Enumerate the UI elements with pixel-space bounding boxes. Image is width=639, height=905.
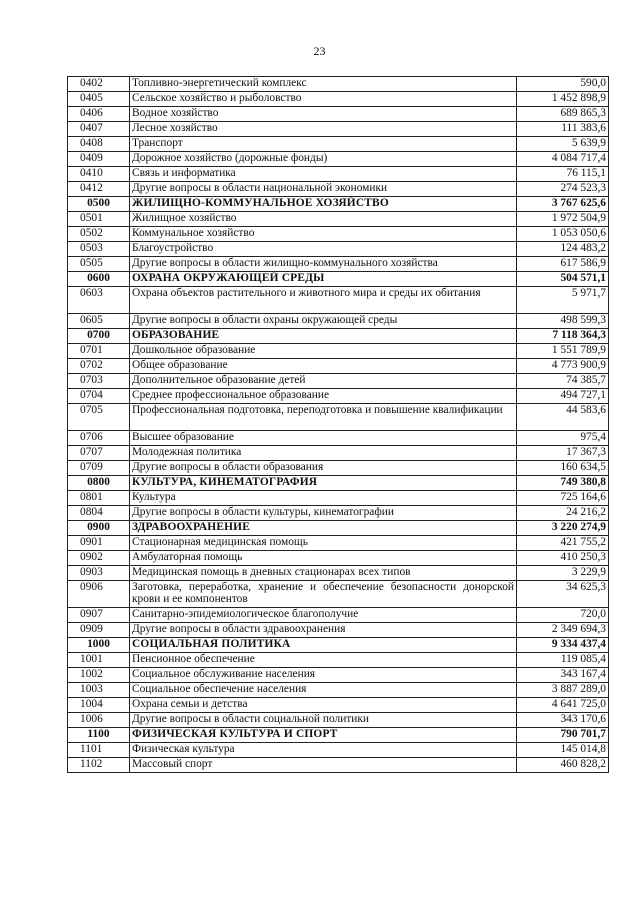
row-name: ОХРАНА ОКРУЖАЮЩЕЙ СРЕДЫ [130,272,517,287]
row-amount: 1 053 050,6 [517,227,609,242]
section-row [68,197,609,212]
row-code: 0706 [68,431,130,446]
row-name: Санитарно-эпидемиологическое благополучие [130,608,517,623]
row-name: Пенсионное обеспечение [130,653,517,668]
row-name: Водное хозяйство [130,107,517,122]
row-code: 0901 [68,536,130,551]
row-code: 0804 [68,506,130,521]
row-name: Амбулаторная помощь [130,551,517,566]
row-code: 0903 [68,566,130,581]
table-row [68,212,609,227]
row-amount: 421 755,2 [517,536,609,551]
table-row [68,287,609,314]
row-code: 0402 [68,77,130,92]
row-amount: 975,4 [517,431,609,446]
row-name: Дорожное хозяйство (дорожные фонды) [130,152,517,167]
row-name: Другие вопросы в области жилищно-коммунального хозяйства [130,257,517,272]
row-name: Дополнительное образование детей [130,374,517,389]
row-name: Общее образование [130,359,517,374]
row-name: Высшее образование [130,431,517,446]
table-row [68,77,609,92]
row-name: Стационарная медицинская помощь [130,536,517,551]
table-row [68,536,609,551]
table-row [68,683,609,698]
row-code: 0703 [68,374,130,389]
row-amount: 9 334 437,4 [517,638,609,653]
row-name: Дошкольное образование [130,344,517,359]
row-code: 0702 [68,359,130,374]
table-row [68,167,609,182]
table-row [68,242,609,257]
row-code: 1004 [68,698,130,713]
row-code: 0408 [68,137,130,152]
row-code: 0906 [68,581,130,608]
row-amount: 590,0 [517,77,609,92]
row-amount: 160 634,5 [517,461,609,476]
row-code: 0704 [68,389,130,404]
row-code: 0701 [68,344,130,359]
row-code: 0902 [68,551,130,566]
row-amount: 3 229,9 [517,566,609,581]
row-code: 0409 [68,152,130,167]
row-name: СОЦИАЛЬНАЯ ПОЛИТИКА [130,638,517,653]
row-code: 1100 [68,728,130,743]
row-code: 0700 [68,329,130,344]
row-code: 1006 [68,713,130,728]
row-name: Другие вопросы в области охраны окружающей среды [130,314,517,329]
row-name: ОБРАЗОВАНИЕ [130,329,517,344]
row-name: Охрана объектов растительного и животного мира и среды их обитания [130,287,517,314]
table-row [68,374,609,389]
row-code: 0909 [68,623,130,638]
row-code: 0503 [68,242,130,257]
row-amount: 3 887 289,0 [517,683,609,698]
row-code: 0406 [68,107,130,122]
table-row [68,314,609,329]
table-row [68,359,609,374]
section-row [68,329,609,344]
row-amount: 460 828,2 [517,758,609,773]
table-row [68,698,609,713]
row-amount: 5 639,9 [517,137,609,152]
row-code: 1001 [68,653,130,668]
row-amount: 7 118 364,3 [517,329,609,344]
table-row [68,92,609,107]
row-name: ЗДРАВООХРАНЕНИЕ [130,521,517,536]
row-amount: 2 349 694,3 [517,623,609,638]
row-name: Социальное обслуживание населения [130,668,517,683]
row-amount: 343 167,4 [517,668,609,683]
row-name: Другие вопросы в области образования [130,461,517,476]
row-code: 0501 [68,212,130,227]
row-amount: 617 586,9 [517,257,609,272]
row-amount: 274 523,3 [517,182,609,197]
table-row [68,743,609,758]
row-code: 0407 [68,122,130,137]
table-row [68,227,609,242]
row-amount: 749 380,8 [517,476,609,491]
row-name: Другие вопросы в области национальной экономики [130,182,517,197]
table-row [68,404,609,431]
row-amount: 5 971,7 [517,287,609,314]
table-row [68,623,609,638]
row-name: КУЛЬТУРА, КИНЕМАТОГРАФИЯ [130,476,517,491]
row-amount: 504 571,1 [517,272,609,287]
row-name: Социальное обеспечение населения [130,683,517,698]
row-name: Топливно-энергетический комплекс [130,77,517,92]
row-amount: 343 170,6 [517,713,609,728]
row-code: 0505 [68,257,130,272]
row-name: Другие вопросы в области здравоохранения [130,623,517,638]
table-row [68,446,609,461]
row-name: Среднее профессиональное образование [130,389,517,404]
row-code: 0605 [68,314,130,329]
table-row [68,257,609,272]
table-row [68,653,609,668]
row-code: 0405 [68,92,130,107]
row-name: Физическая культура [130,743,517,758]
row-amount: 76 115,1 [517,167,609,182]
row-code: 0502 [68,227,130,242]
row-name: Массовый спорт [130,758,517,773]
table-row [68,713,609,728]
row-name: Культура [130,491,517,506]
row-code: 0707 [68,446,130,461]
table-row [68,668,609,683]
row-name: Медицинская помощь в дневных стационарах всех типов [130,566,517,581]
budget-table [67,76,609,773]
row-code: 0800 [68,476,130,491]
row-code: 0410 [68,167,130,182]
row-code: 0603 [68,287,130,314]
row-amount: 119 085,4 [517,653,609,668]
row-name: Лесное хозяйство [130,122,517,137]
row-amount: 24 216,2 [517,506,609,521]
row-code: 1000 [68,638,130,653]
row-name: Связь и информатика [130,167,517,182]
table-row [68,461,609,476]
row-code: 0412 [68,182,130,197]
section-row [68,476,609,491]
row-name: Молодежная политика [130,446,517,461]
table-row [68,506,609,521]
row-code: 0709 [68,461,130,476]
table-row [68,182,609,197]
table-row [68,491,609,506]
row-name: Другие вопросы в области социальной политики [130,713,517,728]
row-name: Благоустройство [130,242,517,257]
table-row [68,344,609,359]
row-code: 0801 [68,491,130,506]
row-amount: 790 701,7 [517,728,609,743]
row-name: Профессиональная подготовка, переподготовка и повышение квалификации [130,404,517,431]
table-row [68,107,609,122]
row-amount: 34 625,3 [517,581,609,608]
row-name: Жилищное хозяйство [130,212,517,227]
row-amount: 74 385,7 [517,374,609,389]
row-code: 1003 [68,683,130,698]
row-amount: 17 367,3 [517,446,609,461]
row-code: 0705 [68,404,130,431]
row-code: 1002 [68,668,130,683]
section-row [68,728,609,743]
row-name: Охрана семьи и детства [130,698,517,713]
table-row [68,431,609,446]
table-row [68,152,609,167]
row-amount: 4 084 717,4 [517,152,609,167]
section-row [68,638,609,653]
section-row [68,521,609,536]
row-amount: 145 014,8 [517,743,609,758]
row-name: Коммунальное хозяйство [130,227,517,242]
row-amount: 725 164,6 [517,491,609,506]
section-row [68,272,609,287]
table-row [68,137,609,152]
row-code: 0907 [68,608,130,623]
row-amount: 720,0 [517,608,609,623]
row-code: 0600 [68,272,130,287]
table-row [68,758,609,773]
row-code: 1101 [68,743,130,758]
row-code: 0900 [68,521,130,536]
row-code: 1102 [68,758,130,773]
row-amount: 1 551 789,9 [517,344,609,359]
row-code: 0500 [68,197,130,212]
row-name: Другие вопросы в области культуры, кинематографии [130,506,517,521]
row-amount: 1 452 898,9 [517,92,609,107]
row-amount: 498 599,3 [517,314,609,329]
table-row [68,608,609,623]
row-amount: 124 483,2 [517,242,609,257]
table-row [68,122,609,137]
row-amount: 1 972 504,9 [517,212,609,227]
row-name: ЖИЛИЩНО-КОММУНАЛЬНОЕ ХОЗЯЙСТВО [130,197,517,212]
row-name: ФИЗИЧЕСКАЯ КУЛЬТУРА И СПОРТ [130,728,517,743]
row-amount: 44 583,6 [517,404,609,431]
budget-table-body [68,77,609,773]
row-name: Заготовка, переработка, хранение и обеспечение безопасности донорской крови и ее компонентов [130,581,517,608]
table-row [68,566,609,581]
page-number: 23 [313,44,326,58]
table-row [68,389,609,404]
row-amount: 3 767 625,6 [517,197,609,212]
row-name: Транспорт [130,137,517,152]
table-row [68,551,609,566]
row-amount: 4 641 725,0 [517,698,609,713]
table-row [68,581,609,608]
row-amount: 111 383,6 [517,122,609,137]
row-amount: 494 727,1 [517,389,609,404]
row-amount: 3 220 274,9 [517,521,609,536]
row-amount: 410 250,3 [517,551,609,566]
row-amount: 4 773 900,9 [517,359,609,374]
row-name: Сельское хозяйство и рыболовство [130,92,517,107]
row-amount: 689 865,3 [517,107,609,122]
